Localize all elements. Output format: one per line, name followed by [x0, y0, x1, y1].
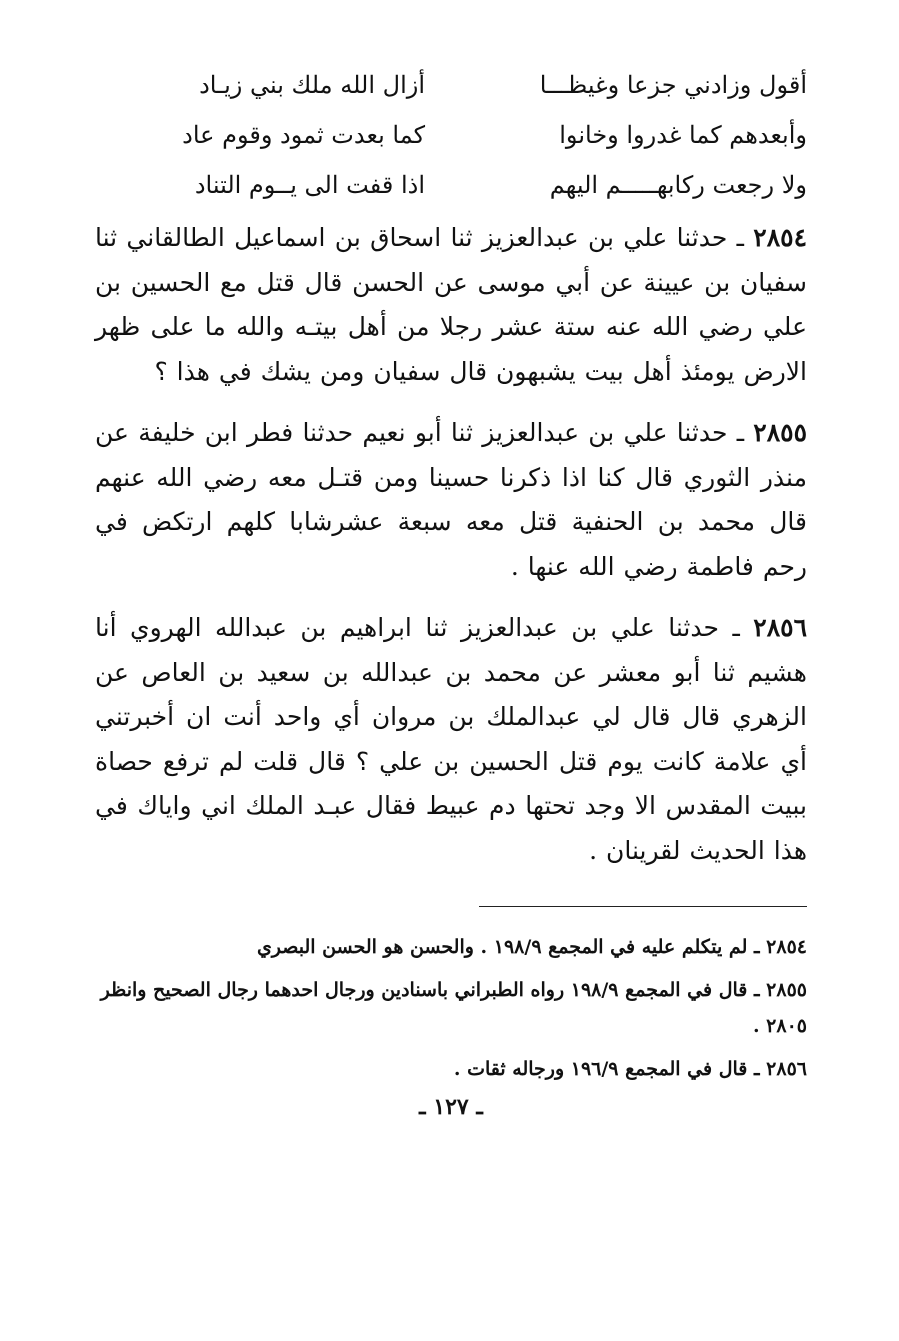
verse-line — [95, 110, 807, 160]
footnote-separator — [479, 906, 807, 907]
hadith-paragraph — [95, 411, 807, 589]
verse-second-hemistich: اذا قفت الى يــوم التناد — [194, 171, 425, 199]
footnote: ٢٨٥٤ ـ لم يتكلم عليه في المجمع ١٩٨/٩ . والحسن هو الحسن البصري — [256, 936, 807, 958]
verse-first-hemistich: أقول وزادني جزعا وغيظـــا — [539, 71, 807, 99]
verse-second-hemistich: كما بعدت ثمود وقوم عاد — [182, 121, 425, 149]
hadith-number: ٢٨٥٥ — [753, 418, 807, 447]
footnote-separator-wrap — [95, 890, 807, 929]
hadith-paragraph — [95, 606, 807, 873]
hadith-text: ـ حدثنا علي بن عبدالعزيز ثنا اسحاق بن اسماعيل الطالقاني ثنا سفيان بن عيينة عن أبي موسى عن الحسن قال قتل مع الحسين بن علي رضي الله عنه ستة عشر رجلا من أهل بيتـه والله ما على ظهر الارض يومئذ أهل بيت يشبهون قال سفيان ومن يشك في هذا ؟ — [95, 223, 807, 386]
hadith-number: ٢٨٥٤ — [753, 223, 807, 252]
verse-line — [95, 160, 807, 210]
hadith-number: ٢٨٥٦ — [753, 613, 807, 642]
poem-verses — [95, 60, 807, 210]
verse-first-hemistich: وأبعدهم كما غدروا وخانوا — [559, 121, 807, 149]
verse-second-hemistich: أزال الله ملك بني زيـاد — [199, 71, 425, 99]
hadith-text: ـ حدثنا علي بن عبدالعزيز ثنا أبو نعيم حدثنا فطر ابن خليفة عن منذر الثوري قال كنا اذا ذكرنا حسينا ومن قتـل معه رضي الله عنهم قال محمد بن الحنفية قتل معه سبعة عشرشابا كلهم ارتكض في رحم فاطمة رضي الله عنها . — [95, 418, 807, 581]
page-content — [95, 60, 807, 1120]
footnote: ٢٨٥٦ ـ قال في المجمع ١٩٦/٩ ورجاله ثقات . — [453, 1058, 807, 1080]
footnotes — [95, 929, 807, 1087]
verse-line — [95, 60, 807, 110]
page-number: ـ ١٢٧ ـ — [419, 1094, 483, 1120]
hadith-text: ـ حدثنا علي بن عبدالعزيز ثنا ابراهيم بن عبدالله الهروي أنا هشيم ثنا أبو معشر عن محمد بن عبدالله بن سعيد بن العاص عن الزهري قال قال لي عبدالملك بن مروان أي واحد أنت ان أخبرتني أي علامة كانت يوم قتل الحسين بن علي ؟ قال قلت لم ترفع حصاة ببيت المقدس الا وجد تحتها دم عبيط فقال عبـد الملك اني واياك في هذا الحديث لقرينان . — [95, 613, 807, 865]
verse-first-hemistich: ولا رجعت ركابهـــــم اليهم — [549, 171, 807, 199]
hadith-paragraph — [95, 216, 807, 394]
footnote: ٢٨٥٥ ـ قال في المجمع ١٩٨/٩ رواه الطبراني باسنادين ورجال احدهما رجال الصحيح وانظر ٢٨٠٥ . — [100, 979, 807, 1037]
